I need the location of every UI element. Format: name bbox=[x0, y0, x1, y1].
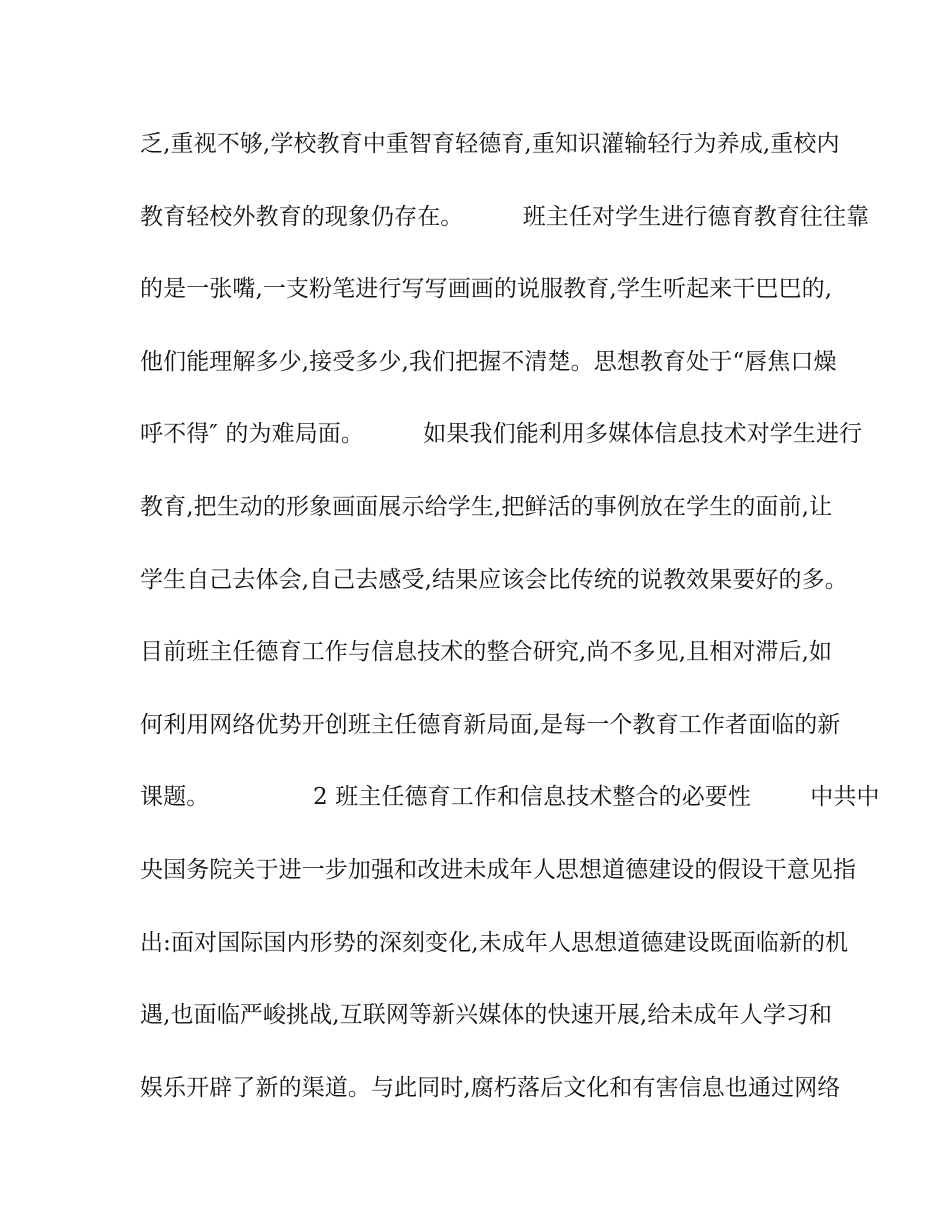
text-line-13: 遇,也面临严峻挑战,互联网等新兴媒体的快速开展,给未成年人学习和 bbox=[140, 1002, 833, 1029]
text-line-7: 学生自己去体会,自己去感受,结果应该会比传统的说教效果要好的多。 bbox=[140, 566, 848, 593]
text-line-3: 的是一张嘴,一支粉笔进行写写画画的说服教育,学生听起来干巴巴的, bbox=[140, 276, 833, 303]
body-text bbox=[140, 118, 880, 1134]
text-line-1: 乏,重视不够,学校教育中重智育轻德育,重知识灌输轻行为养成,重校内 bbox=[140, 131, 840, 157]
text-line-5: 呼不得″ 的为难局面。 如果我们能利用多媒体信息技术对学生进行 bbox=[140, 421, 863, 448]
text-line-4: 他们能理解多少,接受多少,我们把握不清楚。思想教育处于“唇焦口燥 bbox=[140, 348, 837, 375]
text-line-8: 目前班主任德育工作与信息技术的整合研究,尚不多见,且相对滞后,如 bbox=[140, 639, 833, 666]
text-line-14: 娱乐开辟了新的渠道。与此同时,腐朽落后文化和有害信息也通过网络 bbox=[140, 1074, 841, 1101]
text-line-9: 何利用网络优势开创班主任德育新局面,是每一个教育工作者面临的新 bbox=[140, 711, 841, 738]
text-line-12: 出:面对国际国内形势的深刻变化,未成年人思想道德建设既面临新的机 bbox=[140, 929, 849, 956]
text-line-6: 教育,把生动的形象画面展示给学生,把鲜活的事例放在学生的面前,让 bbox=[140, 493, 833, 520]
text-line-10: 课题。 2 班主任德育工作和信息技术整合的必要性 中共中 bbox=[140, 784, 880, 811]
text-line-11: 央国务院关于进一步加强和改进未成年人思想道德建设的假设干意见指 bbox=[140, 856, 857, 883]
text-line-2: 教育轻校外教育的现象仍存在。 班主任对学生进行德育教育往往靠 bbox=[140, 203, 870, 230]
